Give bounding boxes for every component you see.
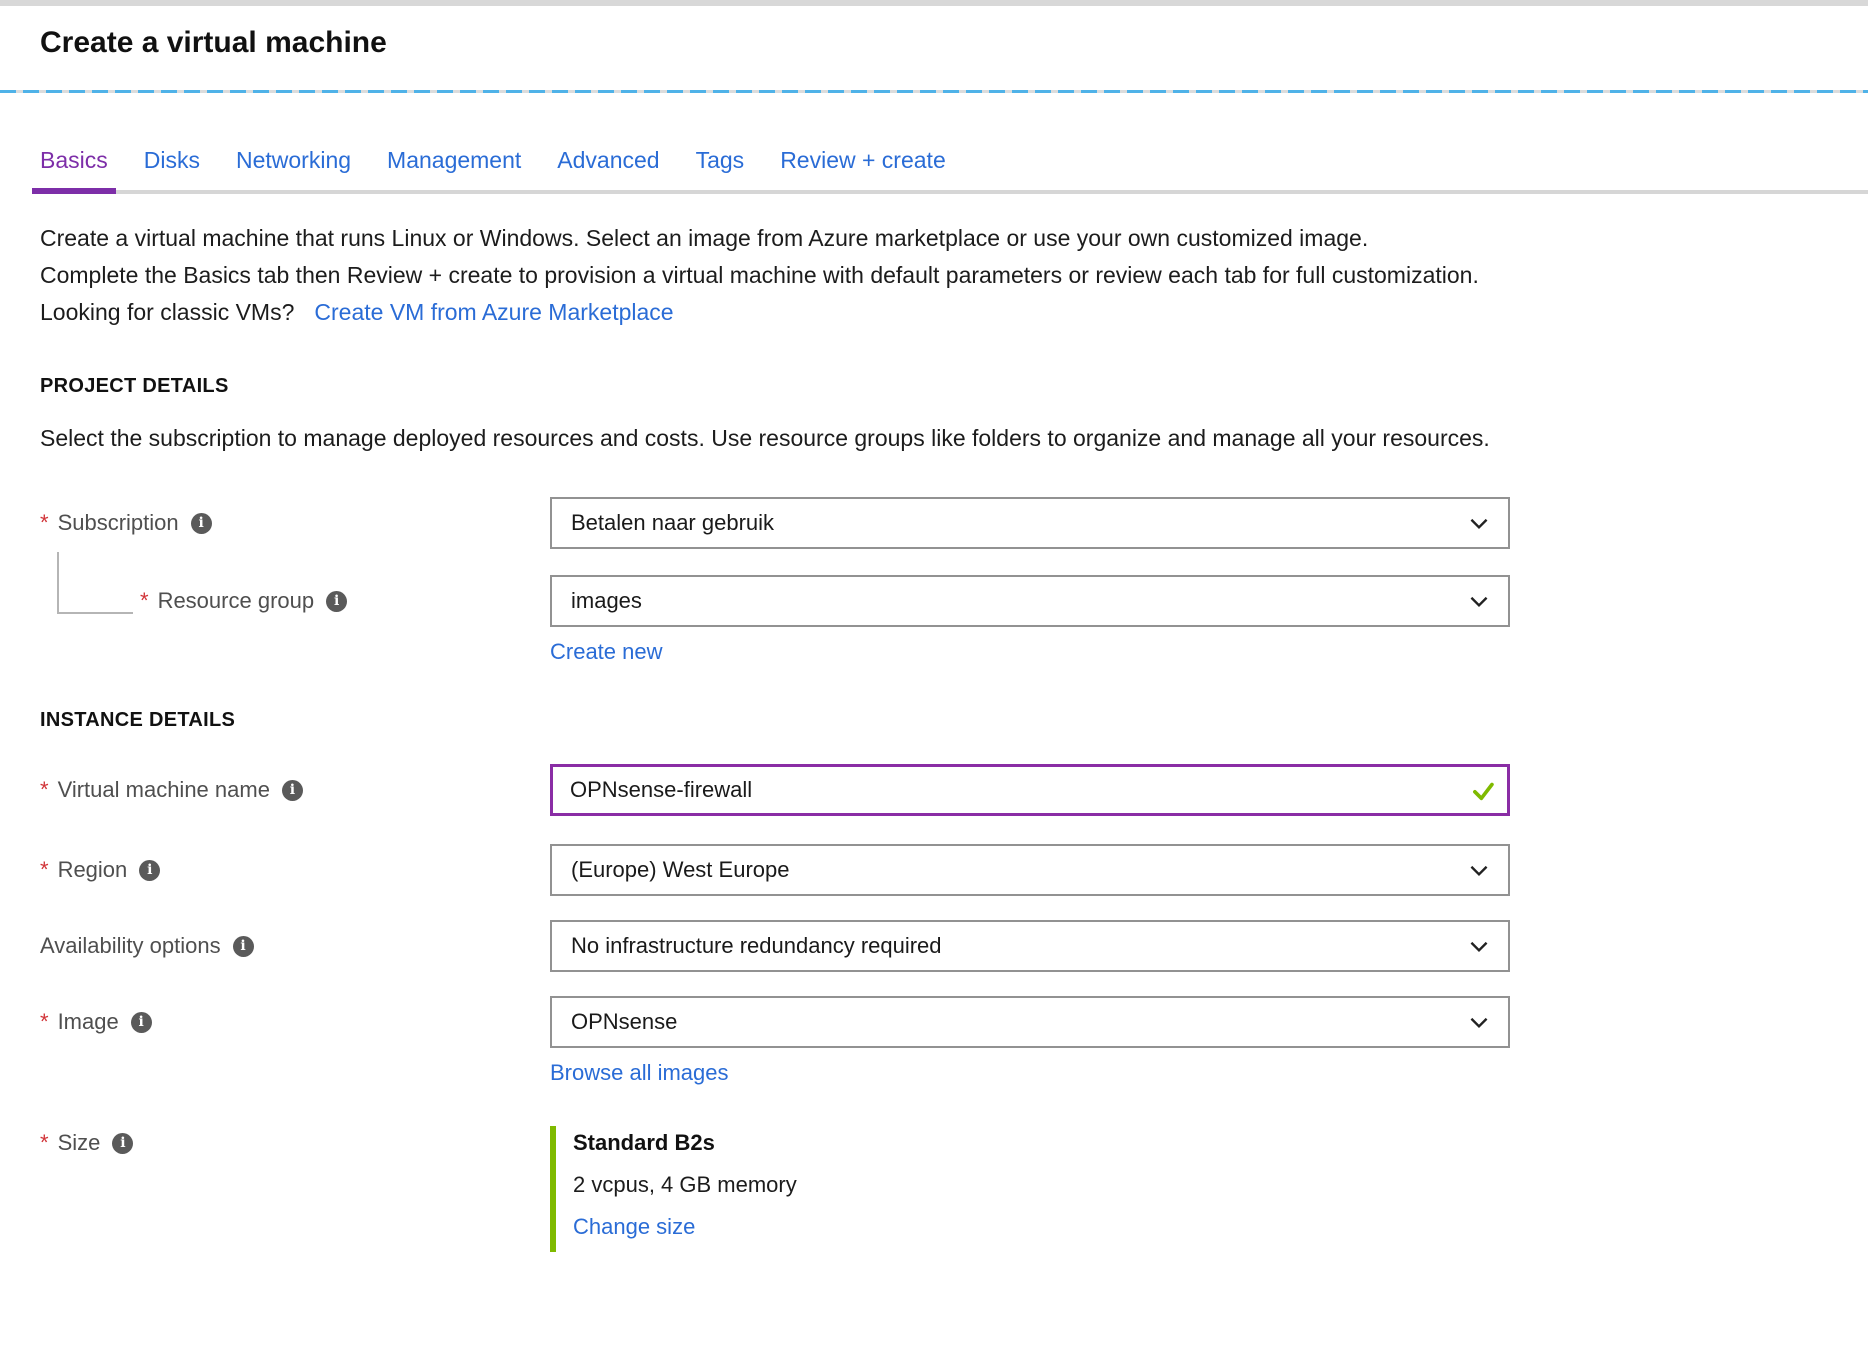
image-dropdown[interactable] — [550, 996, 1510, 1048]
required-marker: * — [40, 1009, 49, 1034]
browse-all-images-link[interactable]: Browse all images — [550, 1060, 729, 1085]
create-new-resource-group-link[interactable]: Create new — [550, 639, 663, 664]
valid-check-icon — [1470, 778, 1496, 804]
subscription-label-text: Subscription — [57, 510, 179, 535]
vm-name-row — [40, 764, 1828, 816]
availability-options-label — [40, 933, 550, 959]
info-icon[interactable]: i — [139, 860, 160, 881]
classic-vms-prompt: Looking for classic VMs? — [40, 299, 295, 325]
page-title: Create a virtual machine — [40, 26, 387, 59]
region-label-text: Region — [57, 857, 128, 882]
required-marker: * — [40, 777, 49, 802]
selected-size-block — [550, 1126, 797, 1252]
resource-group-label — [40, 588, 550, 614]
subscription-label — [40, 510, 550, 536]
availability-options-row — [40, 920, 1828, 972]
image-label — [40, 1009, 550, 1035]
info-icon[interactable]: i — [191, 513, 212, 534]
size-name: Standard B2s — [573, 1130, 715, 1155]
subscription-selected-value: Betalen naar gebruik — [571, 510, 775, 535]
info-icon[interactable]: i — [112, 1133, 133, 1154]
size-row — [40, 1126, 1828, 1252]
intro-paragraph-1: Create a virtual machine that runs Linux or Windows. Select an image from Azure marketplace or use your own customized image. — [40, 225, 1369, 251]
tab-advanced[interactable]: Advanced — [557, 147, 660, 173]
tab-tags[interactable]: Tags — [695, 147, 745, 173]
tab-networking[interactable]: Networking — [235, 147, 352, 173]
chevron-down-icon — [1466, 1009, 1492, 1035]
project-details-heading: PROJECT DETAILS — [40, 375, 229, 397]
change-size-link[interactable]: Change size — [573, 1214, 696, 1239]
region-label — [40, 857, 550, 883]
info-icon[interactable]: i — [282, 780, 303, 801]
info-icon[interactable]: i — [233, 936, 254, 957]
availability-options-label-text: Availability options — [40, 933, 221, 958]
chevron-down-icon — [1466, 933, 1492, 959]
resource-group-selected-value: images — [571, 588, 642, 613]
info-icon[interactable]: i — [131, 1012, 152, 1033]
instance-details-heading: INSTANCE DETAILS — [40, 709, 236, 731]
intro-text — [40, 220, 1500, 331]
tab-management[interactable]: Management — [387, 147, 522, 173]
image-label-text: Image — [57, 1009, 119, 1034]
tab-disks[interactable]: Disks — [143, 147, 200, 173]
availability-options-dropdown[interactable] — [550, 920, 1510, 972]
resource-group-dropdown[interactable] — [550, 575, 1510, 627]
size-label-text: Size — [57, 1130, 101, 1155]
resource-group-row — [40, 575, 1828, 627]
vm-name-input[interactable] — [550, 764, 1510, 816]
resource-group-label-text: Resource group — [157, 588, 315, 613]
availability-selected-value: No infrastructure redundancy required — [571, 933, 942, 958]
tree-connector-line — [57, 552, 133, 614]
subscription-dropdown[interactable] — [550, 497, 1510, 549]
tab-basics[interactable]: Basics — [40, 147, 108, 173]
project-details-description: Select the subscription to manage deployed resources and costs. Use resource groups like folders to organize and manage all your resources. — [40, 425, 1490, 451]
tab-review-create[interactable]: Review + create — [780, 147, 946, 173]
vm-name-label-text: Virtual machine name — [57, 777, 270, 802]
required-marker: * — [40, 510, 49, 535]
subscription-row — [40, 497, 1828, 549]
image-row — [40, 996, 1828, 1048]
chevron-down-icon — [1466, 510, 1492, 536]
blade-resize-separator[interactable] — [0, 90, 1868, 93]
size-label — [40, 1130, 550, 1156]
info-icon[interactable]: i — [326, 591, 347, 612]
image-selected-value: OPNsense — [571, 1009, 678, 1034]
region-selected-value: (Europe) West Europe — [571, 857, 790, 882]
required-marker: * — [40, 857, 49, 882]
intro-paragraph-2: Complete the Basics tab then Review + create to provision a virtual machine with default parameters or review each tab for full customization. — [40, 262, 1479, 288]
size-specs: 2 vcpus, 4 GB memory — [573, 1172, 797, 1197]
chevron-down-icon — [1466, 857, 1492, 883]
create-vm-marketplace-link[interactable]: Create VM from Azure Marketplace — [314, 299, 674, 325]
wizard-tab-bar — [40, 147, 1868, 194]
region-row — [40, 844, 1828, 896]
vm-name-label — [40, 777, 550, 803]
region-dropdown[interactable] — [550, 844, 1510, 896]
required-marker: * — [40, 1130, 49, 1155]
window-top-edge — [0, 0, 1868, 6]
chevron-down-icon — [1466, 588, 1492, 614]
required-marker: * — [140, 588, 149, 613]
